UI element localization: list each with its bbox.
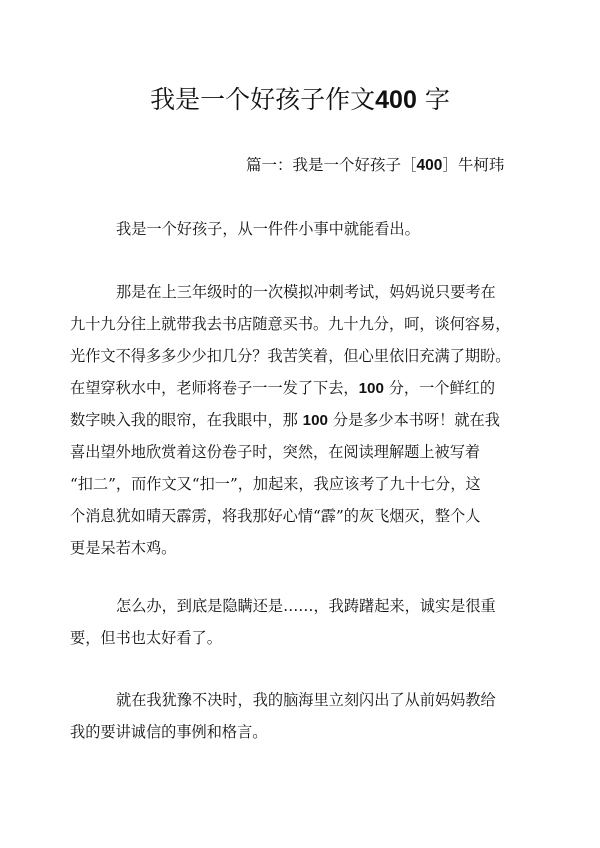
paragraph-3 (70, 590, 540, 654)
subtitle-author: ］牛柯玮 (442, 156, 505, 174)
line-text: 在望穿秋水中，老师将卷子一一发了下去， (70, 379, 359, 397)
paragraph-line: 就在我犹豫不决时，我的脑海里立刻闪出了从前妈妈教给 (116, 691, 496, 709)
title-text: 我是一个好孩子作文 (150, 85, 376, 114)
article-subtitle (246, 154, 504, 177)
paragraph-line (70, 372, 540, 404)
paragraph-line: 那是在上三年级时的一次模拟冲刺考试，妈妈说只要考在 (116, 283, 496, 301)
subtitle-number: 400 (416, 157, 443, 174)
paragraph-1 (70, 213, 540, 245)
paragraph-line: 更是呆若木鸡。 (70, 539, 177, 557)
paragraph-4 (70, 684, 540, 748)
line-text: 数字映入我的眼帘，在我眼中，那 (70, 411, 298, 429)
title-number: 400 (375, 86, 417, 114)
paragraph-line: 喜出望外地欣赏着这份卷子时，突然，在阅读理解题上被写着 (70, 443, 481, 461)
title-suffix: 字 (424, 85, 450, 114)
paragraph-line (70, 404, 540, 436)
score-number: 100 (302, 412, 328, 429)
paragraph-line: 我是一个好孩子，从一件件小事中就能看出。 (116, 220, 420, 238)
line-text: 分，一个鲜红的 (388, 379, 496, 397)
paragraph-line: 光作文不得多多少少扣几分？我苦笑着，但心里依旧充满了期盼。 (70, 347, 511, 365)
paragraph-line: 要，但书也太好看了。 (70, 629, 222, 647)
paragraph-line: 怎么办，到底是隐瞒还是……，我踌躇起来，诚实是很重 (116, 597, 496, 615)
line-text: 分是多少本书呀！就在我 (332, 411, 500, 429)
paragraph-line: “扣二”，而作文又“扣一”，加起来，我应该考了九十七分，这 (70, 475, 481, 493)
document-title (0, 82, 600, 118)
score-number: 100 (358, 380, 384, 397)
subtitle-text: 篇一：我是一个好孩子［ (246, 156, 417, 174)
paragraph-line: 我的要讲诚信的事例和格言。 (70, 723, 268, 741)
paragraph-line: 九十九分往上就带我去书店随意买书。九十九分，呵，谈何容易， (70, 315, 511, 333)
paragraph-line: 个消息犹如晴天霹雳，将我那好心情“霹”的灰飞烟灭，整个人 (70, 507, 481, 525)
paragraph-2 (70, 276, 540, 564)
